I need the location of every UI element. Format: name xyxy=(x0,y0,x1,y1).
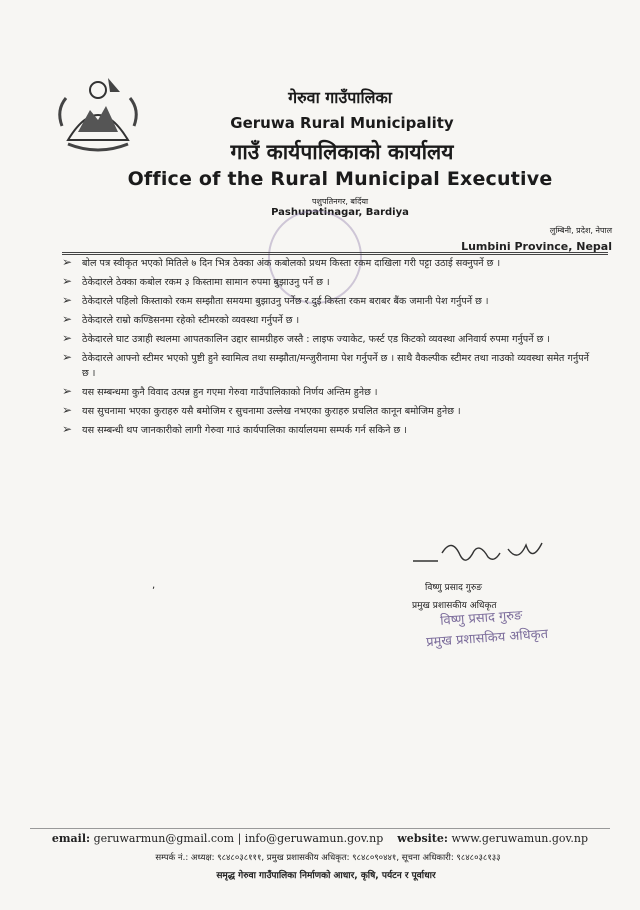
province-np: लुम्बिनी, प्रदेश, नेपाल xyxy=(549,226,612,235)
province-en: Lumbini Province, Nepal xyxy=(461,240,612,253)
arrow-bullet-icon: ➢ xyxy=(62,422,73,436)
list-item: ➢ बोल पत्र स्वीकृत भएको मितिले ७ दिन भित्र ठेक्का अंक कबोलको प्रथम किस्ता रकम दाखिला गरी पट्टा उठाई सक्नुपर्ने छ । xyxy=(62,255,501,269)
footer-divider xyxy=(30,828,610,829)
signer-name: विष्णु प्रसाद गुरुङ xyxy=(425,583,482,593)
email-link[interactable]: geruwarmun@gmail.com | info@geruwamun.gov.np xyxy=(93,832,384,845)
header-divider xyxy=(62,252,608,255)
arrow-bullet-icon: ➢ xyxy=(62,403,73,417)
list-item: ➢ ठेकेदारले राम्रो कण्डिसनमा रहेको स्टीमरको व्यवस्था गर्नुपर्ने छ । xyxy=(62,312,300,326)
footer-slogan: समृद्ध गेरुवा गाउँपालिका निर्माणको आधार, कृषि, पर्यटन र पूर्वाधार xyxy=(216,871,436,881)
location-en: Pashupatinagar, Bardiya xyxy=(271,207,409,218)
footer-phone-line: सम्पर्क नं.: अध्यक्ष: ९८४८०३८१११, प्रमुख प्रशासकीय अधिकृत: ९८४८०९०४४१, सूचना अधिकारी: ९८४८०३८१३३ xyxy=(155,853,501,863)
list-item: ➢ ठेकेदारले पहिलो किस्ताको रकम सम्झौता समयमा बुझाउनु पर्नेछ र दुई किस्ता रकम बराबर बैंक जमानी पेश गर्नुपर्ने छ । xyxy=(62,293,489,307)
arrow-bullet-icon: ➢ xyxy=(62,331,73,345)
arrow-bullet-icon: ➢ xyxy=(62,255,73,269)
list-item: ➢ ठेकेदारले घाट उत्राही स्थलमा आपतकालिन उद्दार सामग्रीहरु जस्तै : लाइफ ज्याकेट, फर्स्ट एड किटको व्यवस्था अनिवार्य रुपमा गर्नुपर्ने छ । xyxy=(62,331,551,345)
stamp-signer-name: विष्णु प्रसाद गुरुङ xyxy=(439,608,523,629)
signer-title: प्रमुख प्रशासकीय अधिकृत xyxy=(412,601,497,611)
list-item: ➢ यस सम्बन्धी थप जानकारीको लागी गेरुवा गाउं कार्यपालिका कार्यालयमा सम्पर्क गर्न सकिने छ । xyxy=(62,422,407,436)
list-item: ➢ ठेकेदारले आफ्नो स्टीमर भएको पुष्टी हुने स्वामित्व तथा सम्झौता/मन्जुरीनामा पेश गर्नुपर्ने छ । साथै वैकल्पीक स्टीमर तथा नाउको व्यवस्था समेत गर्नुपर्ने छ । xyxy=(62,350,589,379)
list-item: ➢ यस सम्बन्धमा कुनै विवाद उत्पन्न हुन गएमा गेरुवा गाउँपालिकाको निर्णय अन्तिम हुनेछ । xyxy=(62,384,378,398)
arrow-bullet-icon: ➢ xyxy=(62,293,73,307)
municipality-name-en: Geruwa Rural Municipality xyxy=(230,114,454,132)
stamp-signer-title: प्रमुख प्रशासकिय अधिकृत xyxy=(425,626,549,651)
office-name-en: Office of the Rural Municipal Executive xyxy=(127,168,553,190)
handwritten-signature xyxy=(408,533,548,573)
footer-contact xyxy=(0,832,640,845)
website-label: website: xyxy=(397,832,448,845)
terms-list xyxy=(60,256,590,442)
municipality-name-np: गेरुवा गाउँपालिका xyxy=(288,88,392,107)
list-item: ➢ ठेकेदारले ठेक्का कबोल रकम ३ किस्तामा सामान रुपमा बुझाउनु पर्ने छ । xyxy=(62,274,330,288)
website-link[interactable]: www.geruwamun.gov.np xyxy=(451,832,589,845)
stray-mark: , xyxy=(152,580,156,591)
list-item: ➢ यस सुचनामा भएका कुराहरु यसै बमोजिम र सुचनामा उल्लेख नभएका कुराहरु प्रचलित कानून बमोजिम हुनेछ । xyxy=(62,403,461,417)
office-name-np: गाउँ कार्यपालिकाको कार्यालय xyxy=(230,140,454,164)
arrow-bullet-icon: ➢ xyxy=(62,384,73,398)
email-label: email: xyxy=(51,832,91,845)
arrow-bullet-icon: ➢ xyxy=(62,274,73,288)
arrow-bullet-icon: ➢ xyxy=(62,312,73,326)
location-np: पशुपतिनगर, बर्दिया xyxy=(311,197,369,206)
arrow-bullet-icon: ➢ xyxy=(62,350,73,364)
